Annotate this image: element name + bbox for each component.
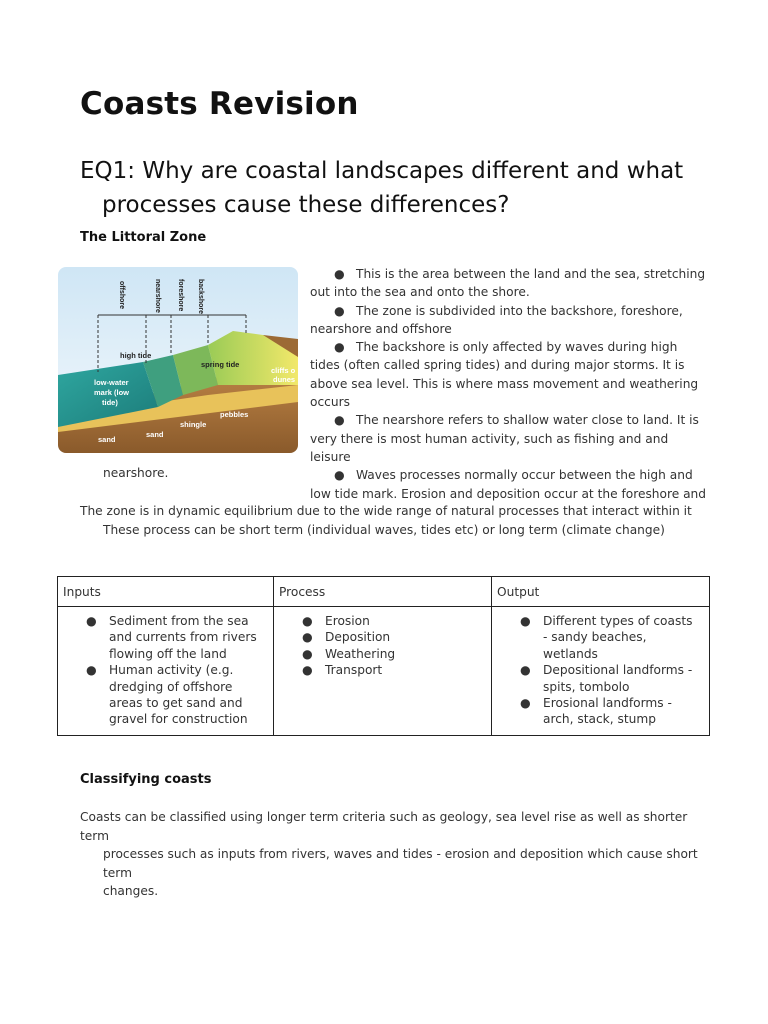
paragraph-line: Coasts can be classified using longer term criteria such as geology, sea level rise as well as shorter term [80,810,688,843]
eq-heading-line1: EQ1: Why are coastal landscapes different and what [80,158,684,184]
list-item: ● Transport [302,663,383,678]
label-offshore: offshore [118,281,125,309]
classifying-coasts-heading: Classifying coasts [80,772,212,787]
bullet-glyph: ● [334,413,345,428]
label-nearshore: nearshore [154,279,161,313]
littoral-bullet: ● Waves processes normally occur between the high and low tide mark. Erosion and deposition occur at the foreshore and [310,468,707,501]
list-item: ● Sediment from the sea and currents from rivers flowing off the land [86,614,257,661]
list-item: ● Depositional landforms - spits, tombolo [520,663,693,694]
inputs-cell [58,607,274,736]
bullet-glyph: ● [334,303,345,318]
paragraph-line: changes. [103,884,159,899]
label-backshore: backshore [197,279,204,315]
inputs-process-output-table [57,576,710,736]
process-cell [274,607,492,736]
label-high-tide: high tide [120,351,152,360]
label-shingle: shingle [180,420,207,429]
list-item: ● Deposition [302,630,391,645]
header-inputs: Inputs [58,577,274,607]
littoral-bullet-tail: nearshore. [103,466,169,480]
paragraph-line: These process can be short term (individual waves, tides etc) or long term (climate change) [103,522,665,537]
output-cell [492,607,710,736]
table-header-row [58,577,710,607]
label-spring-tide: spring tide [201,360,240,369]
bullet-glyph: ● [334,340,345,355]
label-low-water-1: low-water [94,378,129,387]
bullet-glyph: ● [334,468,345,483]
label-low-water-2: mark (low [94,388,130,397]
label-dunes: dunes [273,375,296,384]
list-item: ● Erosional landforms - arch, stack, stump [520,696,672,727]
eq-heading [80,154,720,222]
header-output: Output [492,577,710,607]
dynamic-equilibrium-paragraph [80,502,720,539]
list-item: ● Weathering [302,646,396,661]
label-sand-1: sand [98,435,116,444]
label-foreshore: foreshore [177,279,184,312]
header-process: Process [274,577,492,607]
littoral-bullet: ● This is the area between the land and the sea, stretching out into the sea and onto the shore. [310,267,706,300]
list-item: ● Erosion [302,614,370,628]
paragraph-line: processes such as inputs from rivers, waves and tides - erosion and deposition which cause short term [103,847,698,880]
list-item: ● Different types of coasts - sandy beaches, wetlands [520,614,693,661]
littoral-zone-diagram [58,267,298,453]
littoral-bullet: ● The nearshore refers to shallow water close to land. It is very there is most human activity, such as fishing and and leisure [310,413,699,464]
label-sand-2: sand [146,430,164,439]
littoral-zone-heading: The Littoral Zone [80,230,207,245]
list-item: ● Human activity (e.g. dredging of offshore areas to get sand and gravel for construction [86,663,248,727]
label-pebbles: pebbles [220,410,249,419]
littoral-bullet: ● The backshore is only affected by waves during high tides (often called spring tides) and during major storms. It is above sea level. This is where mass movement and weathering occurs [310,340,699,410]
table-row [58,607,710,736]
classifying-paragraph [80,808,720,901]
littoral-zone-bullets [310,265,710,503]
bullet-glyph: ● [334,267,345,281]
littoral-bullet: ● The zone is subdivided into the backshore, foreshore, nearshore and offshore [310,303,683,336]
label-cliffs: cliffs o [271,366,296,375]
page-title: Coasts Revision [80,86,359,122]
paragraph-line: The zone is in dynamic equilibrium due to the wide range of natural processes that interact within it [80,504,692,518]
label-low-water-3: tide) [102,398,118,407]
littoral-zone-diagram-svg [58,267,298,453]
eq-heading-line2: processes cause these differences? [102,192,510,218]
